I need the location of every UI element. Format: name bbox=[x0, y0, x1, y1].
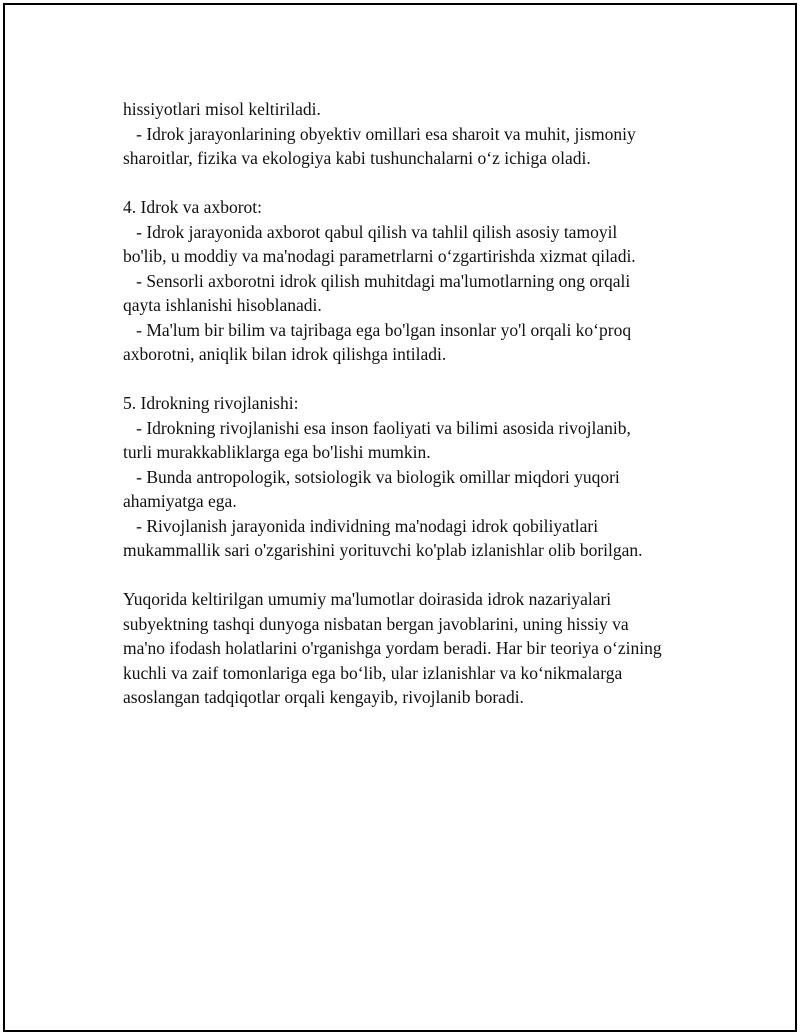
paragraph-line: mukammallik sari o'zgarishini yorituvchi ko'plab izlanishlar olib borilgan. bbox=[123, 540, 643, 560]
paragraph-gap bbox=[123, 563, 703, 588]
paragraph-line: - Idrok jarayonida axborot qabul qilish va tahlil qilish asosiy tamoyil bbox=[123, 221, 618, 242]
paragraph-line: ahamiyatga ega. bbox=[123, 491, 237, 511]
paragraph-line: axborotni, aniqlik bilan idrok qilishga intiladi. bbox=[123, 344, 447, 364]
paragraph-line: turli murakkabliklarga ega bo'lishi mumkin. bbox=[123, 442, 431, 462]
paragraph-line: hissiyotlari misol keltiriladi. bbox=[123, 99, 321, 119]
conclusion-block bbox=[123, 587, 703, 710]
paragraph-line: Yuqorida keltirilgan umumiy ma'lumotlar doirasida idrok nazariyalari bbox=[123, 589, 612, 609]
page-frame bbox=[3, 3, 797, 1032]
paragraph-line: kuchli va zaif tomonlariga ega bo‘lib, ular izlanishlar va ko‘nikmalarga bbox=[123, 662, 623, 683]
paragraph-line: asoslangan tadqiqotlar orqali kengayib, rivojlanib boradi. bbox=[123, 687, 524, 707]
section-heading: 4. Idrok va axborot: bbox=[123, 197, 262, 217]
section-heading: 5. Idrokning rivojlanishi: bbox=[123, 393, 299, 413]
paragraph-line: - Bunda antropologik, sotsiologik va biologik omillar miqdori yuqori bbox=[123, 466, 620, 487]
section-4-block bbox=[123, 195, 703, 367]
section-5-block bbox=[123, 391, 703, 563]
paragraph-line: - Idrokning rivojlanishi esa inson faoliyati va bilimi asosida rivojlanib, bbox=[123, 417, 631, 438]
document-body bbox=[123, 97, 703, 710]
paragraph-gap bbox=[123, 367, 703, 392]
paragraph-line: sharoitlar, fizika va ekologiya kabi tushunchalarni o‘z ichiga oladi. bbox=[123, 148, 591, 168]
paragraph-gap bbox=[123, 171, 703, 196]
paragraph-line: - Ma'lum bir bilim va tajribaga ega bo'lgan insonlar yo'l orqali ko‘proq bbox=[123, 319, 632, 340]
paragraph-line: - Idrok jarayonlarining obyektiv omillari esa sharoit va muhit, jismoniy bbox=[123, 123, 636, 144]
paragraph-line: qayta ishlanishi hisoblanadi. bbox=[123, 295, 322, 315]
paragraph-line: subyektning tashqi dunyoga nisbatan bergan javoblarini, uning hissiy va bbox=[123, 613, 629, 634]
paragraph-line: - Rivojlanish jarayonida individning ma'nodagi idrok qobiliyatlari bbox=[123, 515, 599, 536]
paragraph-line: bo'lib, u moddiy va ma'nodagi parametrlarni o‘zgartirishda xizmat qiladi. bbox=[123, 246, 636, 266]
paragraph-line: ma'no ifodash holatlarini o'rganishga yordam beradi. Har bir teoriya o‘zining bbox=[123, 638, 662, 658]
intro-tail-block bbox=[123, 97, 703, 171]
paragraph-line: - Sensorli axborotni idrok qilish muhitdagi ma'lumotlarning ong orqali bbox=[123, 270, 631, 291]
